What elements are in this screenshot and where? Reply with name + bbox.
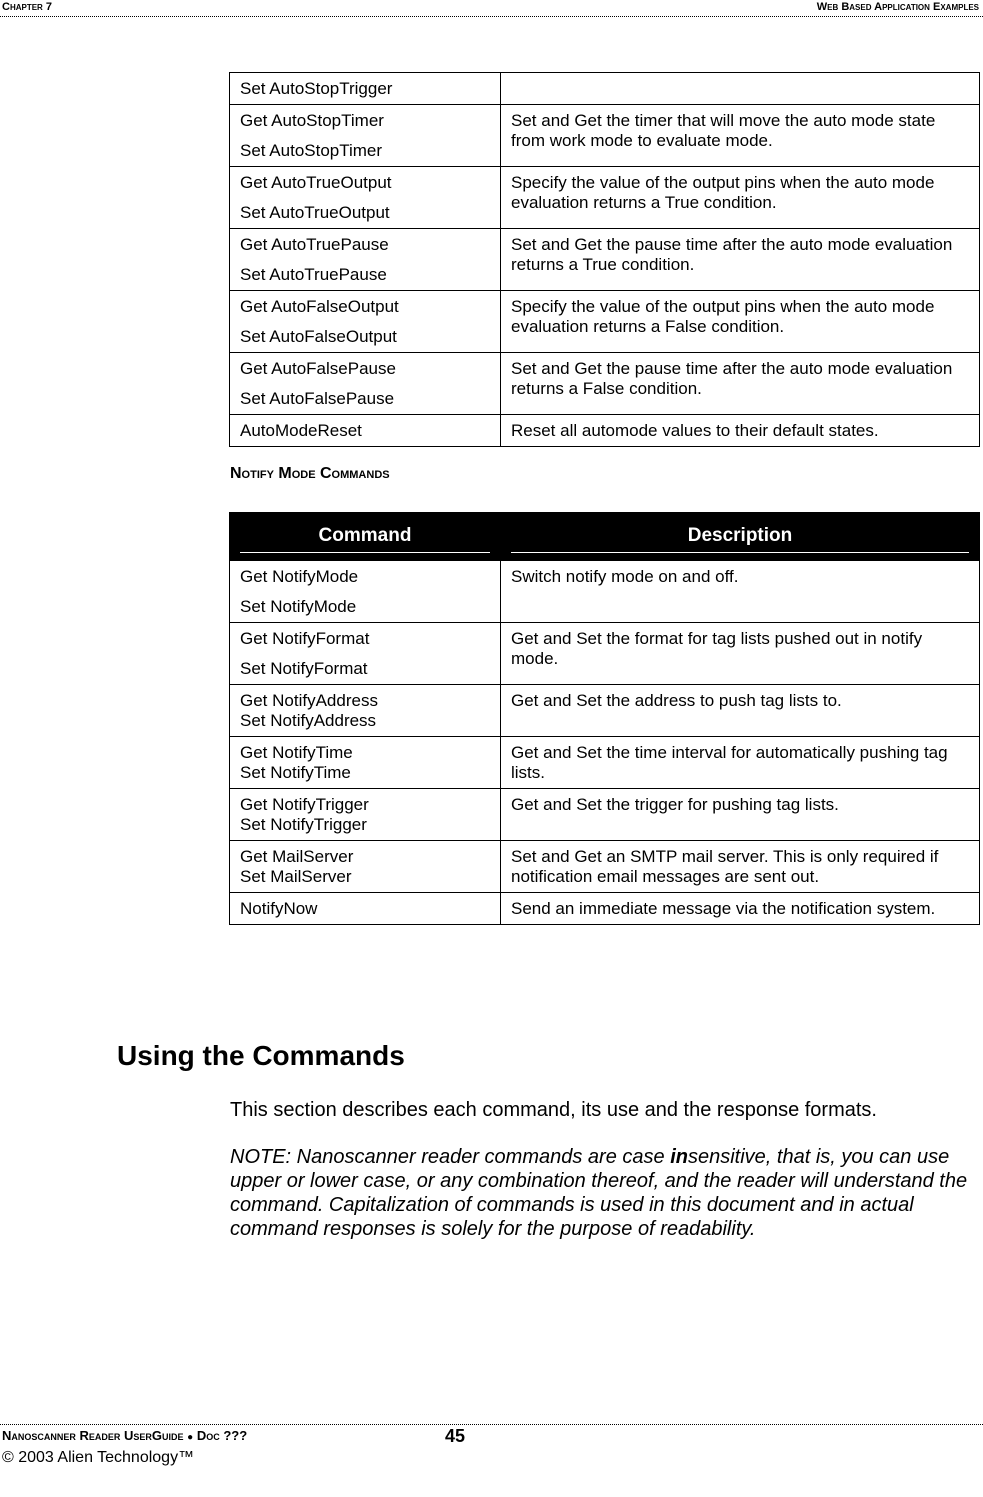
command-name: Set NotifyAddress: [240, 711, 377, 730]
note-emphasis: in: [670, 1146, 688, 1168]
table-row: [230, 105, 980, 167]
copyright: © 2003 Alien Technology™: [2, 1449, 195, 1466]
notify-mode-heading: Notify Mode Commands: [230, 465, 390, 482]
description-cell: Reset all automode values to their default states.: [501, 415, 980, 447]
command-name: Get AutoTrueOutput: [240, 173, 392, 192]
command-cell: [230, 685, 501, 737]
notify-commands-table: [229, 512, 980, 925]
command-cell: [230, 105, 501, 167]
description-cell: Set and Get the pause time after the auto mode evaluation returns a True condition.: [501, 229, 980, 291]
table-row: [230, 623, 980, 685]
table-row: [230, 353, 980, 415]
command-name: Set AutoTrueOutput: [240, 203, 390, 222]
command-cell: [230, 167, 501, 229]
table-row: [230, 685, 980, 737]
table-row: [230, 229, 980, 291]
description-cell: Get and Set the time interval for automatically pushing tag lists.: [501, 737, 980, 789]
page-header: [0, 0, 983, 17]
intro-paragraph: This section describes each command, its use and the response formats.: [230, 1099, 877, 1121]
command-name: Set NotifyTrigger: [240, 815, 367, 834]
table-row: [230, 73, 980, 105]
description-cell: Get and Set the trigger for pushing tag lists.: [501, 789, 980, 841]
command-name: Set NotifyTime: [240, 763, 351, 782]
column-header-command: Command: [230, 513, 501, 561]
description-cell: Set and Get an SMTP mail server. This is only required if notification email messages are sent out.: [501, 841, 980, 893]
command-name: Get MailServer: [240, 847, 354, 866]
table-row: [230, 167, 980, 229]
command-name: Get NotifyTrigger: [240, 795, 369, 814]
table-row: [230, 841, 980, 893]
chapter-label: Chapter 7: [2, 1, 53, 13]
footer-divider: [0, 1424, 983, 1425]
command-name: Set MailServer: [240, 867, 352, 886]
table-row: [230, 561, 980, 623]
section-title: Using the Commands: [117, 1040, 405, 1071]
description-cell: Get and Set the format for tag lists pushed out in notify mode.: [501, 623, 980, 685]
description-cell: Set and Get the pause time after the auto mode evaluation returns a False condition.: [501, 353, 980, 415]
command-name: Set AutoStopTrigger: [240, 79, 393, 98]
command-name: Set NotifyMode: [240, 597, 357, 616]
description-cell: Send an immediate message via the notification system.: [501, 893, 980, 925]
command-cell: [230, 623, 501, 685]
command-cell: [230, 789, 501, 841]
description-cell: [501, 73, 980, 105]
command-name: Get AutoStopTimer: [240, 111, 384, 130]
column-header-description: Description: [501, 513, 980, 561]
command-cell: [230, 893, 501, 925]
command-name: NotifyNow: [240, 899, 318, 918]
command-name: Get NotifyAddress: [240, 691, 378, 710]
command-cell: [230, 737, 501, 789]
table-row: [230, 893, 980, 925]
description-cell: Specify the value of the output pins when the auto mode evaluation returns a True condition.: [501, 167, 980, 229]
command-name: Set NotifyFormat: [240, 659, 368, 678]
table-row: [230, 737, 980, 789]
command-cell: [230, 291, 501, 353]
section-label: Web Based Application Examples: [816, 1, 979, 13]
case-sensitivity-note: NOTE: Nanoscanner reader commands are case insensitive, that is, you can use upper or lower case, or any combination thereof, and the reader will understand the command. Capitalization of commands is used in this document and in actual command responses is solely for the purpose of readability.: [230, 1146, 968, 1240]
description-cell: Switch notify mode on and off.: [501, 561, 980, 623]
description-cell: Get and Set the address to push tag lists to.: [501, 685, 980, 737]
footer-guide: Nanoscanner Reader UserGuide ● Doc ???: [2, 1428, 248, 1443]
table-row: [230, 291, 980, 353]
command-name: AutoModeReset: [240, 421, 362, 440]
command-name: Get AutoTruePause: [240, 235, 389, 254]
description-cell: Set and Get the timer that will move the auto mode state from work mode to evaluate mode.: [501, 105, 980, 167]
command-name: Get AutoFalseOutput: [240, 297, 399, 316]
command-name: Set AutoFalsePause: [240, 389, 395, 408]
command-name: Get NotifyMode: [240, 567, 359, 586]
command-cell: [230, 841, 501, 893]
command-cell: [230, 561, 501, 623]
description-cell: Specify the value of the output pins when the auto mode evaluation returns a False condition.: [501, 291, 980, 353]
table-row: [230, 415, 980, 447]
command-name: Set AutoTruePause: [240, 265, 387, 284]
command-name: Set AutoFalseOutput: [240, 327, 397, 346]
table-row: [230, 789, 980, 841]
page-number: 45: [445, 1426, 466, 1446]
command-name: Get AutoFalsePause: [240, 359, 396, 378]
command-cell: [230, 229, 501, 291]
command-cell: [230, 415, 501, 447]
automode-commands-table: [229, 72, 980, 447]
command-cell: [230, 73, 501, 105]
command-name: Get NotifyFormat: [240, 629, 370, 648]
command-name: Set AutoStopTimer: [240, 141, 383, 160]
table-header-row: [230, 513, 980, 561]
command-cell: [230, 353, 501, 415]
command-name: Get NotifyTime: [240, 743, 353, 762]
